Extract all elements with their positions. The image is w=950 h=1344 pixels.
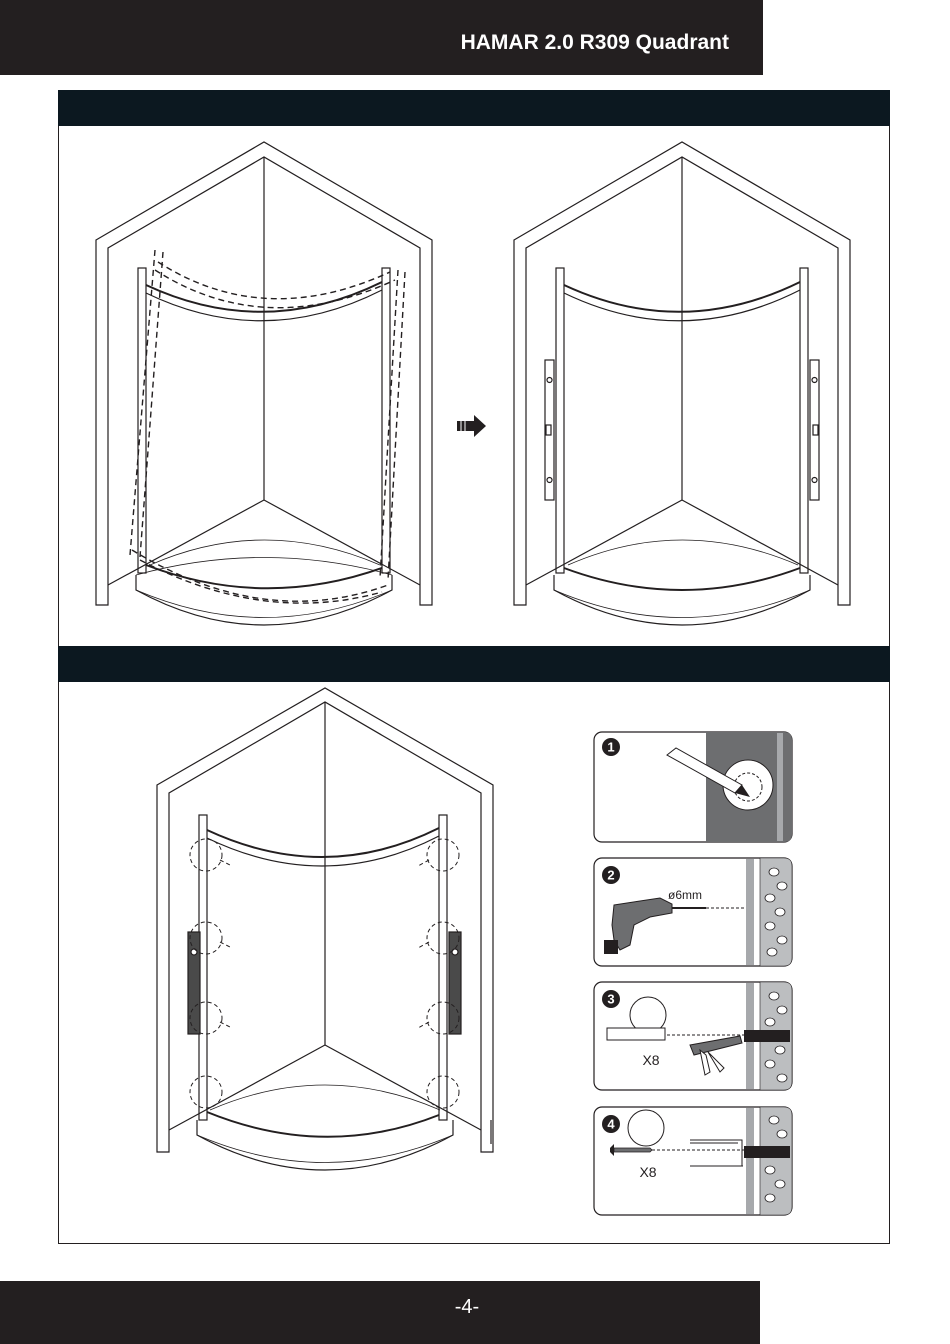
step-panel-1	[594, 732, 792, 842]
enclosure-adjusting-illustration	[96, 142, 432, 625]
step-panel-2	[594, 858, 792, 966]
enclosure-aligned-illustration	[514, 142, 850, 625]
step-badge-1: 1	[607, 739, 615, 755]
drill-size-label: ø6mm	[668, 888, 702, 902]
step-badge-3: 3	[607, 991, 615, 1007]
step-panel-3	[594, 982, 792, 1090]
step-badge-4: 4	[607, 1116, 615, 1132]
next-step-arrow-icon	[457, 415, 486, 437]
step-panel-4	[594, 1107, 792, 1215]
mark-positions-illustration	[157, 688, 493, 1170]
page-number: -4-	[454, 1296, 480, 1318]
plug-quantity-label: X8	[642, 1052, 660, 1068]
document-title: HAMAR 2.0 R309 Quadrant	[460, 31, 729, 54]
step-badge-2: 2	[607, 867, 615, 883]
screw-quantity-label: X8	[639, 1164, 657, 1180]
